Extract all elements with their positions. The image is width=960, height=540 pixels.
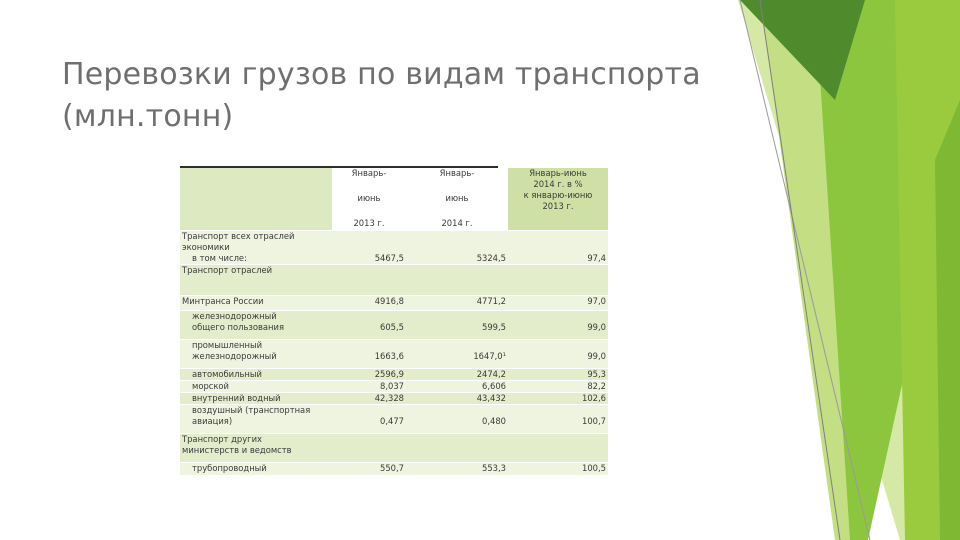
header-col-2014-line: июнь (445, 193, 469, 203)
header-col-percent (508, 168, 608, 231)
table-row (180, 463, 608, 476)
row-label (180, 393, 332, 405)
row-value-text: 1647,0¹ (473, 351, 506, 361)
row-value-text: 6,606 (482, 381, 506, 391)
row-value-v3 (508, 434, 608, 463)
row-value-v3 (508, 340, 608, 369)
row-value-v3 (508, 369, 608, 381)
row-label-line: Транспорт других (182, 434, 262, 444)
row-value-v3 (508, 463, 608, 476)
row-label (180, 381, 332, 393)
header-col-2014-line: Январь- (439, 168, 475, 178)
row-value-v3 (508, 311, 608, 340)
row-label (180, 405, 332, 434)
row-value-v1 (332, 296, 406, 311)
row-value-text: 0,477 (380, 416, 404, 426)
table-row (180, 231, 608, 265)
row-value-text: 0,480 (482, 416, 506, 426)
row-value-v2 (406, 340, 508, 369)
row-value-v3 (508, 296, 608, 311)
row-value-text: 43,432 (476, 393, 506, 403)
table-row (180, 405, 608, 434)
table-header-row (180, 168, 608, 231)
header-col-percent-line: Январь-июнь (529, 168, 587, 178)
header-col-percent-line: 2013 г. (542, 201, 574, 211)
row-value-v2 (406, 463, 508, 476)
header-col-2013-line: Январь- (351, 168, 387, 178)
row-label (180, 265, 332, 296)
row-value-v3 (508, 265, 608, 296)
row-label-line: Транспорт отраслей (182, 265, 273, 275)
row-value-text: 4916,8 (374, 296, 404, 306)
row-value-v1 (332, 393, 406, 405)
row-value-v3 (508, 231, 608, 265)
header-col-2013-line: июнь (357, 193, 381, 203)
freight-table (180, 168, 608, 475)
row-value-v2 (406, 296, 508, 311)
row-label-line: внутренний водный (192, 393, 281, 403)
header-col-2014 (406, 168, 508, 231)
row-value-v2 (406, 231, 508, 265)
header-empty-cell (180, 168, 332, 231)
row-value-v1 (332, 434, 406, 463)
table-row (180, 434, 608, 463)
row-value-text: 2596,9 (374, 369, 404, 379)
row-label-line: министерств и ведомств (182, 445, 292, 455)
row-value-text: 99,0 (587, 351, 606, 361)
row-value-v1 (332, 381, 406, 393)
slide-title-line-1: Перевозки грузов по видам транспорта (62, 57, 701, 92)
row-label-line: железнодорожный (192, 311, 277, 321)
header-col-2013-line: 2013 г. (353, 218, 385, 228)
table-body (180, 231, 608, 476)
row-value-text: 97,4 (587, 253, 606, 263)
row-label (180, 340, 332, 369)
row-label-line: авиация) (192, 416, 233, 426)
row-value-text: 5324,5 (476, 253, 506, 263)
row-label (180, 369, 332, 381)
row-value-v2 (406, 434, 508, 463)
row-value-text: 99,0 (587, 322, 606, 332)
table-row (180, 340, 608, 369)
slide-title-line-2: (млн.тонн) (62, 99, 234, 134)
table-row (180, 381, 608, 393)
row-value-v2 (406, 265, 508, 296)
row-value-text: 4771,2 (476, 296, 506, 306)
table-row (180, 393, 608, 405)
row-label (180, 311, 332, 340)
row-label-line: в том числе: (192, 253, 247, 263)
row-label-line: воздушный (транспортная (192, 405, 311, 415)
row-label (180, 231, 332, 265)
table-row (180, 296, 608, 311)
row-value-text: 82,2 (587, 381, 606, 391)
row-label (180, 463, 332, 476)
row-value-text: 599,5 (482, 322, 506, 332)
header-col-2014-line: 2014 г. (441, 218, 473, 228)
row-value-v2 (406, 381, 508, 393)
row-value-text: 550,7 (380, 463, 404, 473)
row-label-line: общего пользования (192, 322, 285, 332)
row-value-v1 (332, 311, 406, 340)
row-value-text: 95,3 (587, 369, 606, 379)
row-value-v1 (332, 231, 406, 265)
row-value-v1 (332, 340, 406, 369)
row-label-line: трубопроводный (192, 463, 267, 473)
row-label-line: автомобильный (192, 369, 262, 379)
row-label-line: промышленный (192, 340, 263, 350)
table-row (180, 369, 608, 381)
row-value-text: 97,0 (587, 296, 606, 306)
row-label-line: Транспорт всех отраслей (182, 231, 295, 241)
row-value-text: 605,5 (380, 322, 404, 332)
row-value-v1 (332, 405, 406, 434)
row-label-line: железнодорожный (192, 351, 277, 361)
row-label-line: морской (192, 381, 229, 391)
row-value-v3 (508, 381, 608, 393)
table-row (180, 265, 608, 296)
header-col-percent-line: 2014 г. в % (533, 179, 583, 189)
row-value-text: 5467,5 (374, 253, 404, 263)
row-value-v1 (332, 369, 406, 381)
row-value-v3 (508, 405, 608, 434)
row-value-v2 (406, 405, 508, 434)
row-value-v2 (406, 311, 508, 340)
row-value-text: 100,5 (582, 463, 606, 473)
table-row (180, 311, 608, 340)
row-value-text: 100,7 (582, 416, 606, 426)
row-value-text: 553,3 (482, 463, 506, 473)
row-value-v2 (406, 393, 508, 405)
header-col-percent-line: к январю-июню (523, 190, 593, 200)
row-label-line: Минтранса России (182, 296, 264, 306)
row-value-v3 (508, 393, 608, 405)
row-value-text: 42,328 (374, 393, 404, 403)
row-label (180, 434, 332, 463)
row-value-text: 1663,6 (374, 351, 404, 361)
row-value-v1 (332, 265, 406, 296)
row-value-text: 8,037 (380, 381, 404, 391)
row-value-text: 2474,2 (476, 369, 506, 379)
row-value-text: 102,6 (582, 393, 606, 403)
row-value-v2 (406, 369, 508, 381)
slide-title (62, 54, 742, 138)
row-label (180, 296, 332, 311)
row-label-line: экономики (182, 242, 230, 252)
header-col-2013 (332, 168, 406, 231)
row-value-v1 (332, 463, 406, 476)
